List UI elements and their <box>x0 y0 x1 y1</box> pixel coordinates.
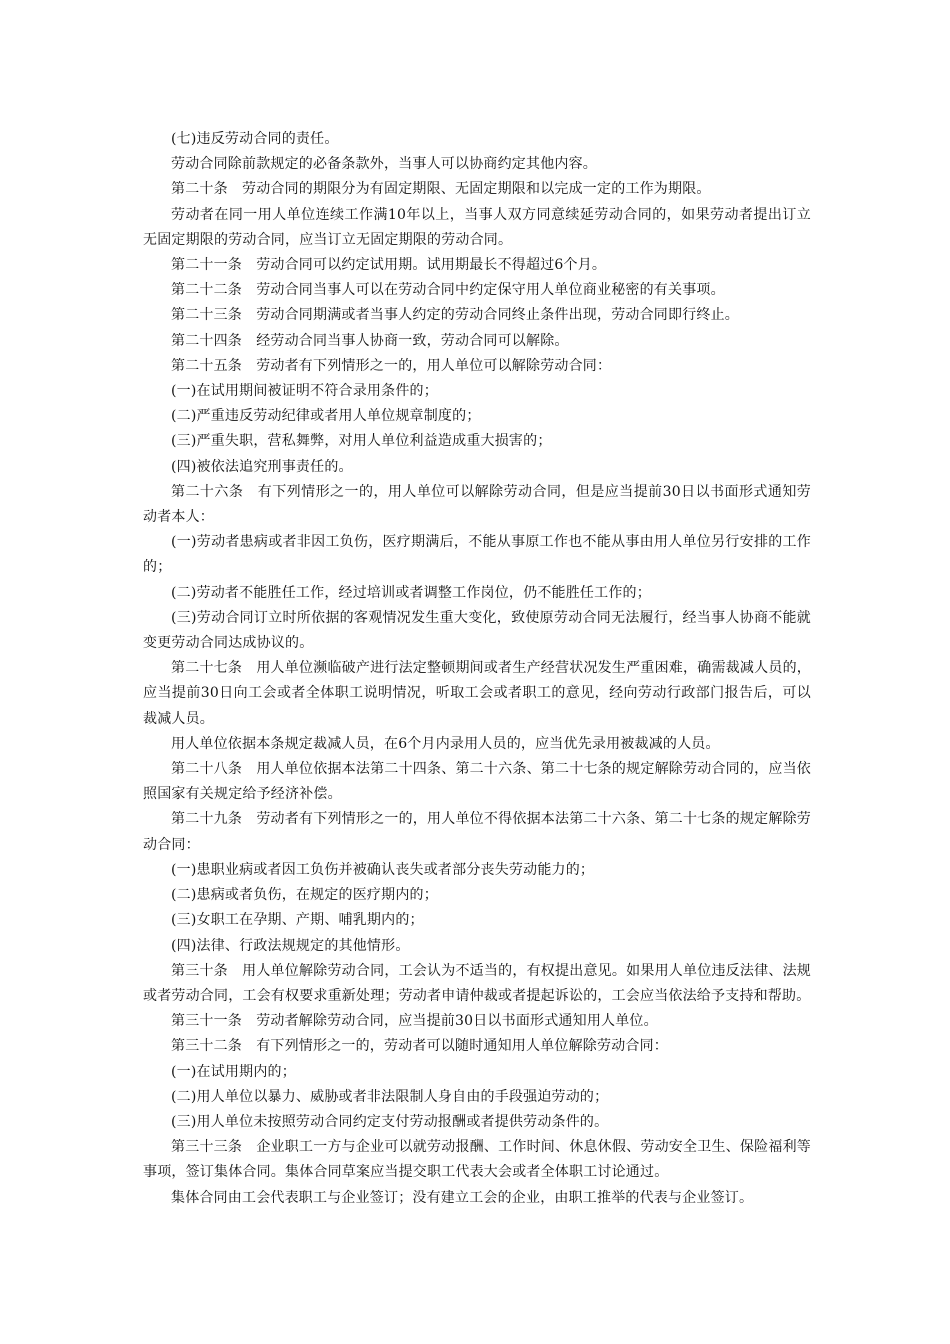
list-item: (二)严重违反劳动纪律或者用人单位规章制度的； <box>171 408 481 425</box>
document-body <box>143 127 811 1211</box>
list-item: (三)严重失职，营私舞弊，对用人单位利益造成重大损害的； <box>171 433 552 450</box>
list-item: (一)劳动者患病或者非因工负伤，医疗期满后，不能从事原工作也不能从事由用人单位另行安排的工作的； <box>143 534 811 576</box>
article-32: 第三十二条 有下列情形之一的，劳动者可以随时通知用人单位解除劳动合同： <box>171 1038 668 1055</box>
list-item: (三)女职工在孕期、产期、哺乳期内的； <box>171 912 424 929</box>
article-25: 第二十五条 劳动者有下列情形之一的，用人单位可以解除劳动合同： <box>171 357 612 374</box>
list-item: (三)用人单位未按照劳动合同约定支付劳动报酬或者提供劳动条件的。 <box>171 1113 609 1130</box>
list-item: (一)在试用期间被证明不符合录用条件的； <box>171 383 438 400</box>
paragraph: 用人单位依据本条规定裁减人员，在6个月内录用人员的，应当优先录用被裁减的人员。 <box>171 735 720 752</box>
article-24: 第二十四条 经劳动合同当事人协商一致，劳动合同可以解除。 <box>171 332 569 349</box>
article-23: 第二十三条 劳动合同期满或者当事人约定的劳动合同终止条件出现，劳动合同即行终止。 <box>171 307 739 324</box>
list-item: (四)被依法追究刑事责任的。 <box>171 458 353 475</box>
list-item: (四)法律、行政法规规定的其他情形。 <box>171 937 410 954</box>
list-item: (一)患职业病或者因工负伤并被确认丧失或者部分丧失劳动能力的； <box>171 861 595 878</box>
list-item: (二)患病或者负伤，在规定的医疗期内的； <box>171 887 438 904</box>
list-item: (一)在试用期内的； <box>171 1063 296 1080</box>
list-item: (二)用人单位以暴力、威胁或者非法限制人身自由的手段强迫劳动的； <box>171 1088 609 1105</box>
article-22: 第二十二条 劳动合同当事人可以在劳动合同中约定保守用人单位商业秘密的有关事项。 <box>171 282 725 299</box>
article-20: 第二十条 劳动合同的期限分为有固定期限、无固定期限和以完成一定的工作为期限。 <box>171 181 711 198</box>
list-item: (二)劳动者不能胜任工作，经过培训或者调整工作岗位，仍不能胜任工作的； <box>171 584 651 601</box>
article-21: 第二十一条 劳动合同可以约定试用期。试用期最长不得超过6个月。 <box>171 257 607 274</box>
article-33: 第三十三条 企业职工一方与企业可以就劳动报酬、工作时间、休息休假、劳动安全卫生、保险福利等事项，签订集体合同。集体合同草案应当提交职工代表大会或者全体职工讨论通过。 <box>143 1139 811 1181</box>
article-30: 第三十条 用人单位解除劳动合同，工会认为不适当的，有权提出意见。如果用人单位违反法律、法规或者劳动合同，工会有权要求重新处理；劳动者申请仲裁或者提起诉讼的，工会应当依法给予支持和帮助。 <box>143 962 811 1004</box>
article-29: 第二十九条 劳动者有下列情形之一的，用人单位不得依据本法第二十六条、第二十七条的规定解除劳动合同： <box>143 811 811 853</box>
paragraph: 集体合同由工会代表职工与企业签订；没有建立工会的企业，由职工推举的代表与企业签订。 <box>171 1189 754 1206</box>
article-27: 第二十七条 用人单位濒临破产进行法定整顿期间或者生产经营状况发生严重困难，确需裁减人员的，应当提前30日向工会或者全体职工说明情况，听取工会或者职工的意见，经向劳动行政部门报告后，可以裁减人员。 <box>143 660 811 727</box>
article-28: 第二十八条 用人单位依据本法第二十四条、第二十六条、第二十七条的规定解除劳动合同的，应当依照国家有关规定给予经济补偿。 <box>143 761 811 803</box>
article-31: 第三十一条 劳动者解除劳动合同，应当提前30日以书面形式通知用人单位。 <box>171 1013 658 1030</box>
paragraph: (七)违反劳动合同的责任。 <box>171 131 339 147</box>
article-26: 第二十六条 有下列情形之一的，用人单位可以解除劳动合同，但是应当提前30日以书面形式通知劳动者本人： <box>143 483 811 526</box>
paragraph: 劳动者在同一用人单位连续工作满10年以上，当事人双方同意续延劳动合同的，如果劳动者提出订立无固定期限的劳动合同，应当订立无固定期限的劳动合同。 <box>143 206 811 248</box>
list-item: (三)劳动合同订立时所依据的客观情况发生重大变化，致使原劳动合同无法履行，经当事人协商不能就变更劳动合同达成协议的。 <box>143 609 811 652</box>
paragraph: 劳动合同除前款规定的必备条款外，当事人可以协商约定其他内容。 <box>171 156 597 173</box>
